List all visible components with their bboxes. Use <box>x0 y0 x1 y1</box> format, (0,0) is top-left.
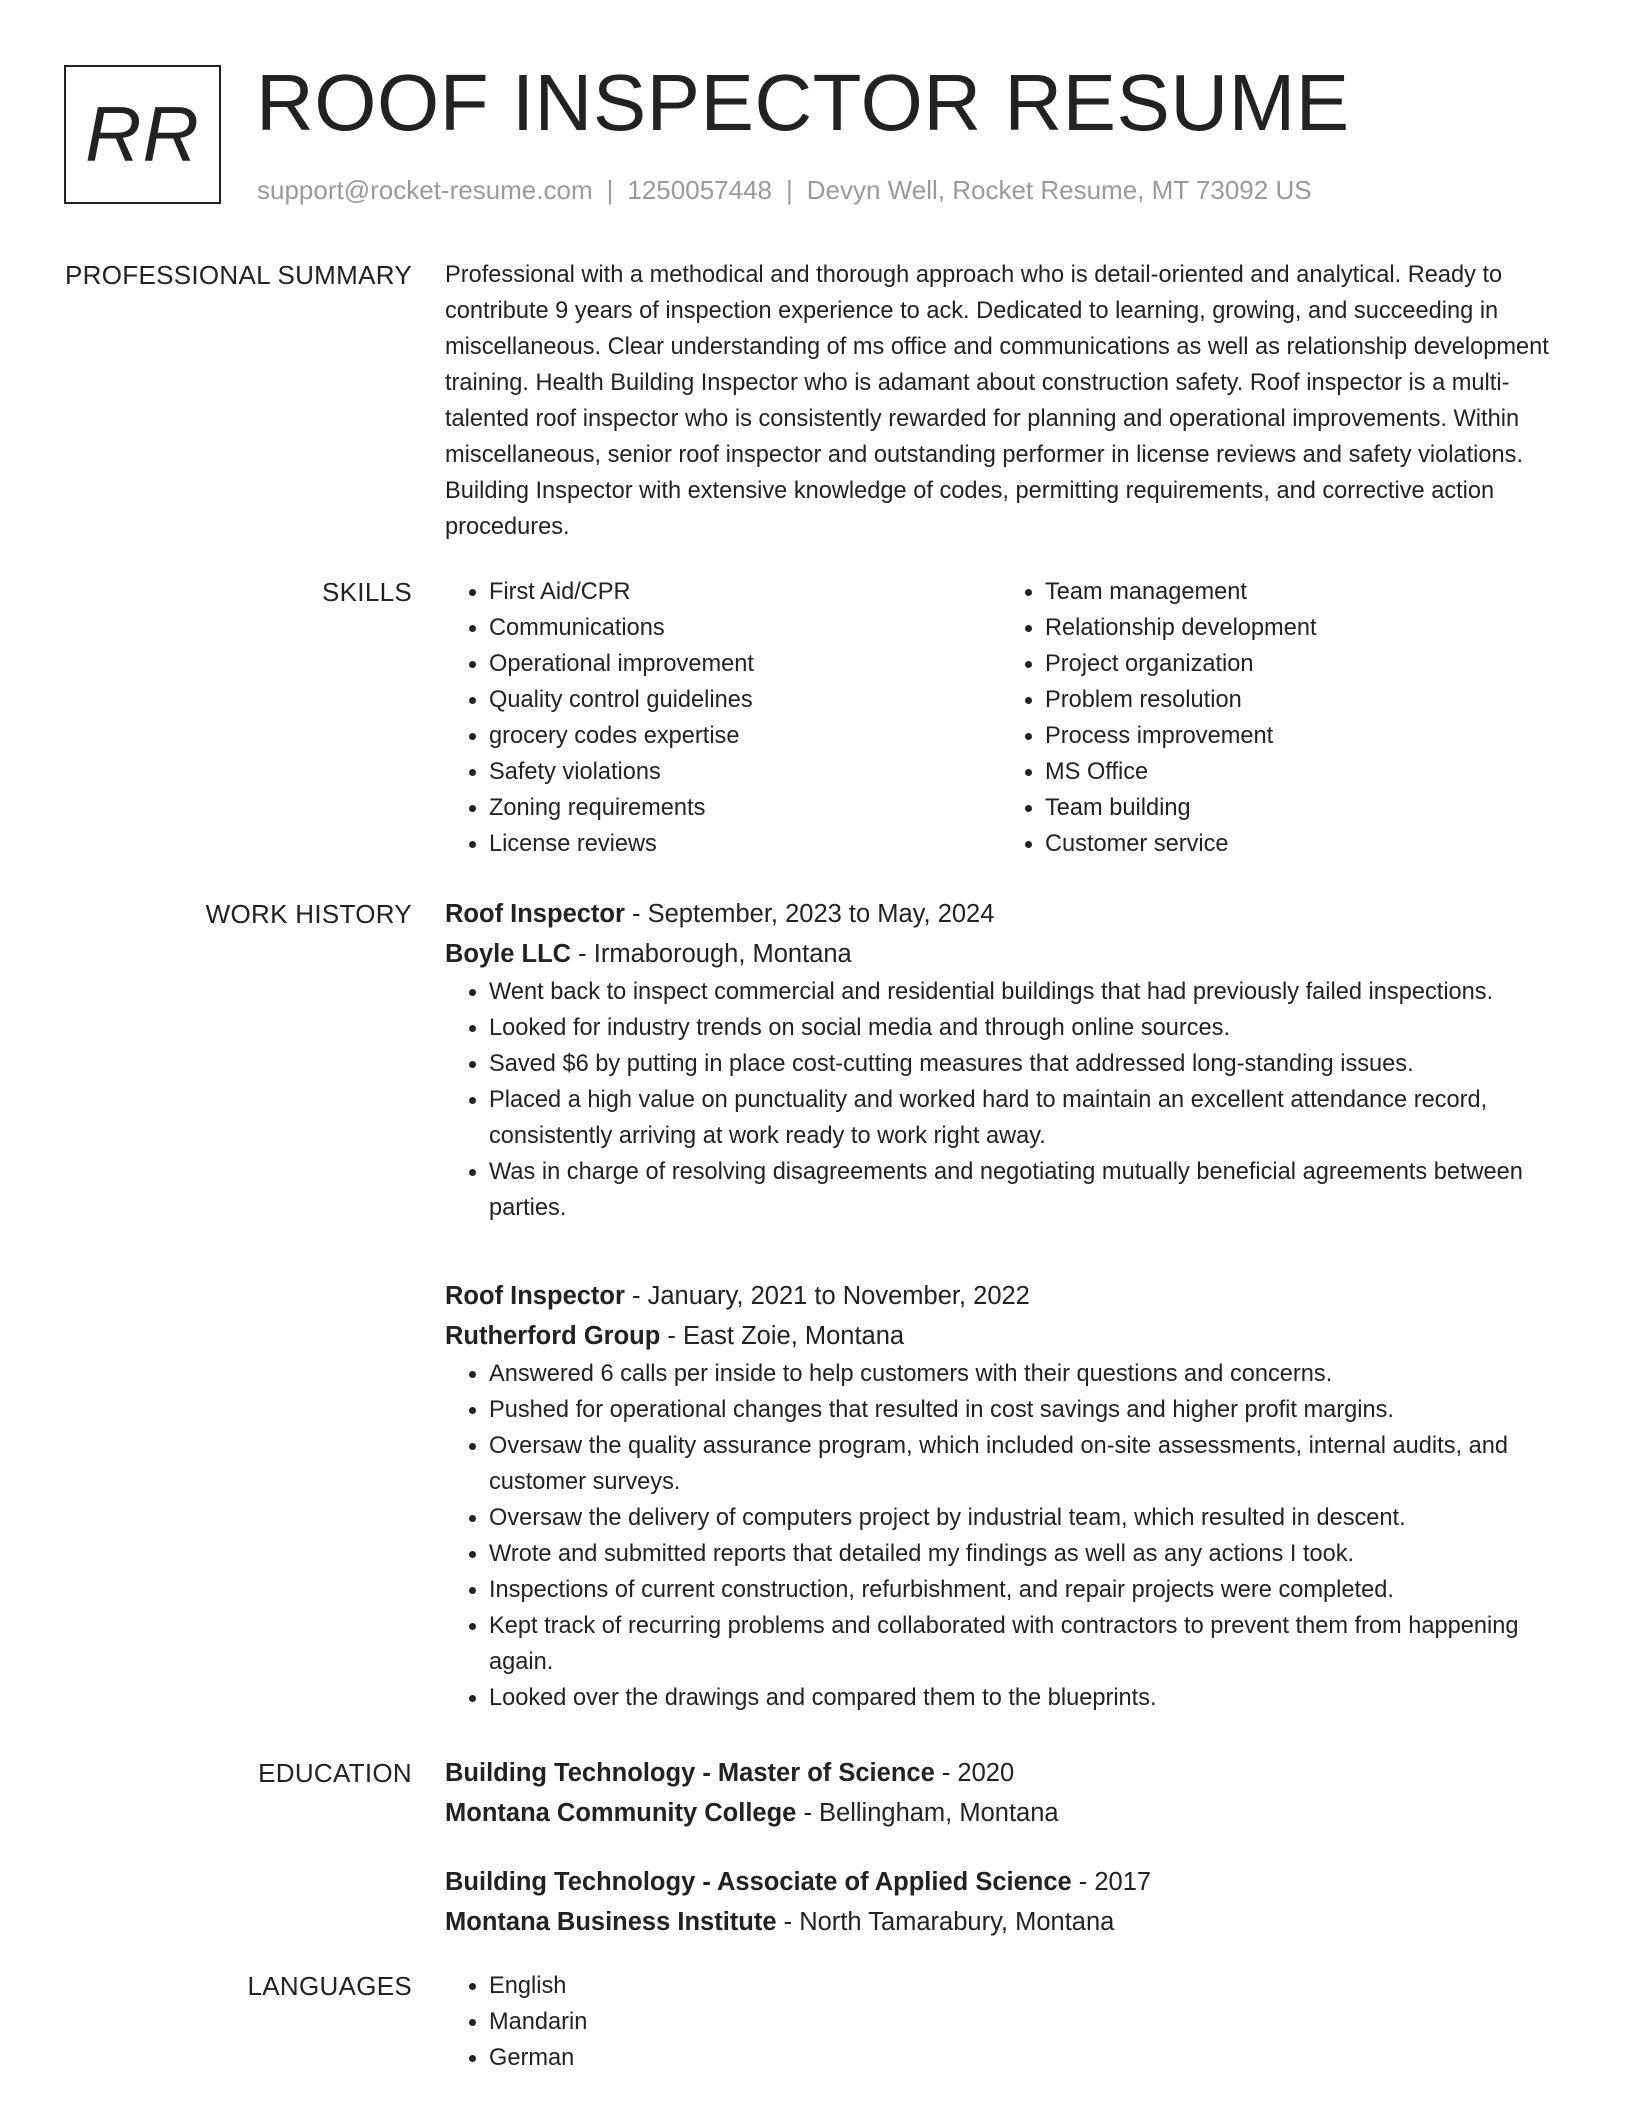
job-title: Roof Inspector <box>445 1282 625 1310</box>
skill-item: • Zoning requirements <box>489 790 1001 826</box>
skill-item: • Communications <box>489 610 1001 646</box>
job-duty: • Inspections of current construction, refurbishment, and repair projects were completed. <box>489 1572 1557 1608</box>
school-location: - Bellingham, Montana <box>796 1799 1059 1827</box>
education-entry <box>445 1753 1557 1833</box>
monogram-logo <box>64 65 221 204</box>
skill-item: • License reviews <box>489 826 1001 862</box>
section-heading-education: EDUCATION <box>258 1758 412 1788</box>
degree-name: Building Technology - Master of Science <box>445 1759 935 1787</box>
school-name: Montana Community College <box>445 1799 797 1827</box>
job-dates: - September, 2023 to May, 2024 <box>624 900 995 928</box>
resume-title: ROOF INSPECTOR RESUME <box>256 58 1350 147</box>
contact-email: support@rocket-resume.com <box>257 175 593 205</box>
job-duty: • Oversaw the delivery of computers project by industrial team, which resulted in descent. <box>489 1500 1557 1536</box>
skill-item: • Team management <box>1045 574 1557 610</box>
job-dates: - January, 2021 to November, 2022 <box>624 1282 1030 1310</box>
job-duty: • Kept track of recurring problems and collaborated with contractors to prevent them from happening again. <box>489 1608 1557 1680</box>
job-duty: • Went back to inspect commercial and residential buildings that had previously failed inspections. <box>489 974 1557 1010</box>
job-duty: • Placed a high value on punctuality and worked hard to maintain an excellent attendance record, consistently arriving at work ready to work right away. <box>489 1082 1557 1154</box>
job-duty: • Wrote and submitted reports that detailed my findings as well as any actions I took. <box>489 1536 1557 1572</box>
language-item: • German <box>489 2040 1557 2076</box>
section-heading-languages: LANGUAGES <box>247 1971 412 2001</box>
skill-item: • First Aid/CPR <box>489 574 1001 610</box>
section-heading-work: WORK HISTORY <box>205 899 412 929</box>
language-item: • Mandarin <box>489 2004 1557 2040</box>
job-company-line <box>445 934 1557 974</box>
job-location: - East Zoie, Montana <box>660 1322 905 1350</box>
skill-item: • Quality control guidelines <box>489 682 1001 718</box>
language-item: • English <box>489 1968 1557 2004</box>
degree-name: Building Technology - Associate of Applied Science <box>445 1868 1072 1896</box>
monogram-text: RR <box>85 90 200 178</box>
skill-item: • MS Office <box>1045 754 1557 790</box>
skills-list-right <box>1001 574 1557 862</box>
job-duty: • Was in charge of resolving disagreements and negotiating mutually beneficial agreements between parties. <box>489 1154 1557 1226</box>
contact-line <box>257 173 1312 207</box>
skill-item: • Relationship development <box>1045 610 1557 646</box>
degree-year: - 2017 <box>1071 1868 1152 1896</box>
degree-line <box>445 1753 1557 1793</box>
contact-phone: 1250057448 <box>627 175 772 205</box>
skill-item: • Team building <box>1045 790 1557 826</box>
contact-address: Devyn Well, Rocket Resume, MT 73092 US <box>806 175 1312 205</box>
job-title-line <box>445 894 1557 934</box>
languages-list <box>445 1968 1557 2076</box>
school-location: - North Tamarabury, Montana <box>776 1908 1115 1936</box>
skill-item: • Safety violations <box>489 754 1001 790</box>
section-heading-skills: SKILLS <box>322 577 412 607</box>
skill-item: • Project organization <box>1045 646 1557 682</box>
job-duty: • Pushed for operational changes that resulted in cost savings and higher profit margins. <box>489 1392 1557 1428</box>
job-duty: • Looked for industry trends on social media and through online sources. <box>489 1010 1557 1046</box>
job-title-line <box>445 1276 1557 1316</box>
job-company: Rutherford Group <box>445 1322 661 1350</box>
skill-item: • Problem resolution <box>1045 682 1557 718</box>
job-location: - Irmaborough, Montana <box>571 940 852 968</box>
school-line <box>445 1793 1557 1833</box>
skill-item: • Process improvement <box>1045 718 1557 754</box>
skill-item: • Customer service <box>1045 826 1557 862</box>
skill-item: • grocery codes expertise <box>489 718 1001 754</box>
skill-item: • Operational improvement <box>489 646 1001 682</box>
job-duty: • Answered 6 calls per inside to help customers with their questions and concerns. <box>489 1356 1557 1392</box>
job-duties-list <box>445 974 1557 1226</box>
job-duty: • Saved $6 by putting in place cost-cutting measures that addressed long-standing issues. <box>489 1046 1557 1082</box>
job-company-line <box>445 1316 1557 1356</box>
degree-line <box>445 1862 1557 1902</box>
section-heading-summary: PROFESSIONAL SUMMARY <box>65 260 412 290</box>
job-company: Boyle LLC <box>445 940 572 968</box>
school-name: Montana Business Institute <box>445 1908 777 1936</box>
skills-list-left <box>445 574 1001 862</box>
job-duty: • Oversaw the quality assurance program, which included on-site assessments, internal audits, and customer surveys. <box>489 1428 1557 1500</box>
job-duties-list <box>445 1356 1557 1716</box>
job-entry <box>445 894 1557 1226</box>
contact-separator: | <box>606 175 614 205</box>
summary-text: Professional with a methodical and thorough approach who is detail-oriented and analytical. Ready to contribute 9 years of inspection experience to ack. Dedicated to learning, growing, and succeeding in miscellaneous. Clear understanding of ms office and communications as well as relationship development training. Health Building Inspector who is adamant about construction safety. Roof inspector is a multi-talented roof inspector who is consistently rewarded for planning and operational improvements. Within miscellaneous, senior roof inspector and outstanding performer in license reviews and safety violations. Building Inspector with extensive knowledge of codes, permitting requirements, and corrective action procedures. <box>445 262 1549 540</box>
education-entry <box>445 1862 1557 1942</box>
job-title: Roof Inspector <box>445 900 625 928</box>
job-duty: • Looked over the drawings and compared them to the blueprints. <box>489 1680 1557 1716</box>
school-line <box>445 1902 1557 1942</box>
degree-year: - 2020 <box>934 1759 1015 1787</box>
job-entry <box>445 1276 1557 1716</box>
contact-separator: | <box>786 175 793 205</box>
